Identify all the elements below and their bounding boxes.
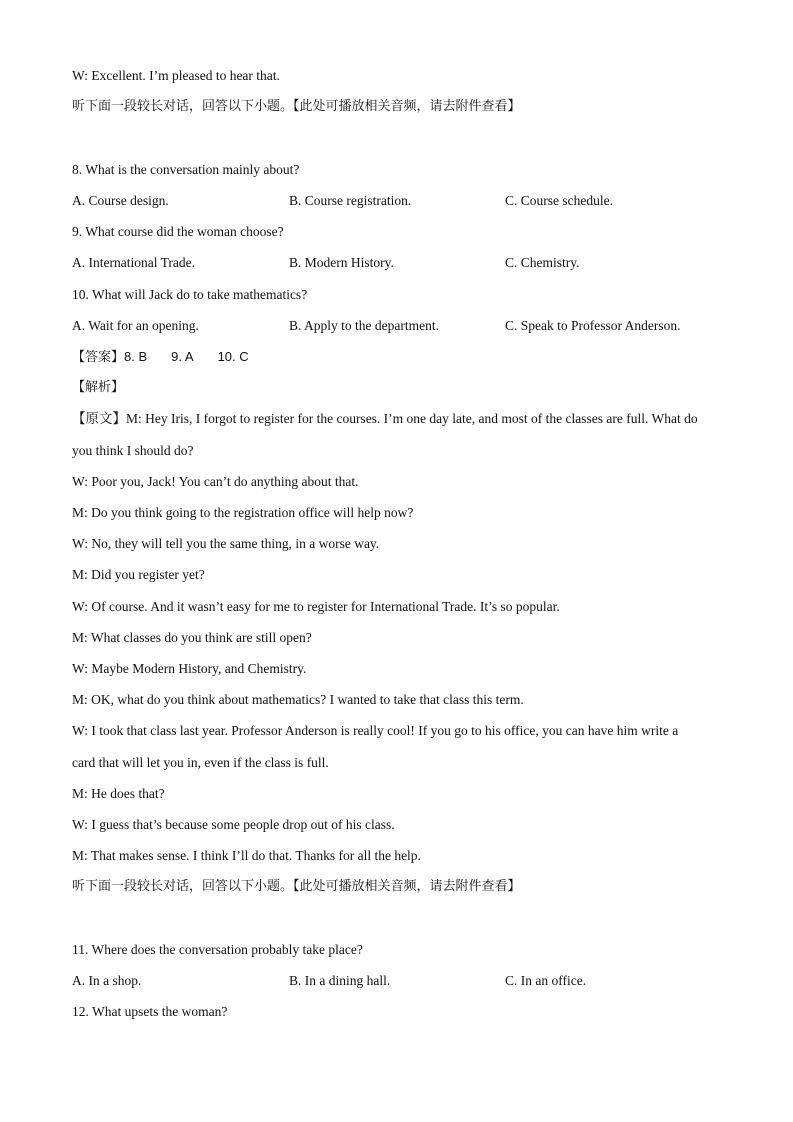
transcript-line: M: What classes do you think are still open? [72,630,312,645]
transcript-line: M: OK, what do you think about mathematics? I wanted to take that class this term. [72,692,524,707]
transcript-line: M: That makes sense. I think I’ll do that. Thanks for all the help. [72,848,421,863]
transcript-line: W: Of course. And it wasn’t easy for me to register for International Trade. It’s so popular. [72,599,560,614]
option-11c: C. In an office. [505,973,587,988]
transcript-line: M: Do you think going to the registration office will help now? [72,505,414,520]
section-instruction: 听下面一段较长对话，回答以下小题。【此处可播放相关音频，请去附件查看】 [72,879,521,894]
option-8a: A. Course design. [72,193,169,208]
question-10: 10. What will Jack do to take mathematics? [72,287,308,302]
answer-row [72,348,249,367]
transcript-line: W: I guess that’s because some people drop out of his class. [72,817,395,832]
option-9a: A. International Trade. [72,255,195,270]
transcript-line: M: He does that? [72,786,165,801]
transcript-line: W: Maybe Modern History, and Chemistry. [72,661,307,676]
transcript-line: card that will let you in, even if the class is full. [72,755,329,770]
option-10b: B. Apply to the department. [289,318,439,333]
answer-10: 10. C [217,349,249,364]
option-11a: A. In a shop. [72,973,142,988]
transcript-line: 【原文】M: Hey Iris, I forgot to register for the courses. I’m one day late, and most of the classes are full. What do [72,411,698,426]
question-9: 9. What course did the woman choose? [72,224,284,239]
option-8c: C. Course schedule. [505,193,613,208]
answer-8: 8. B [124,349,148,364]
option-10c: C. Speak to Professor Anderson. [505,318,681,333]
option-8b: B. Course registration. [289,193,412,208]
question-12: 12. What upsets the woman? [72,1004,228,1019]
analysis-label: 【解析】 [72,380,125,395]
option-9b: B. Modern History. [289,255,394,270]
transcript-line: W: No, they will tell you the same thing, in a worse way. [72,536,380,551]
answer-9: 9. A [171,349,194,364]
section-instruction: 听下面一段较长对话，回答以下小题。【此处可播放相关音频，请去附件查看】 [72,99,521,114]
option-10a: A. Wait for an opening. [72,318,199,333]
question-8: 8. What is the conversation mainly about? [72,162,300,177]
answer-label: 【答案】 [72,350,125,365]
question-11: 11. Where does the conversation probably take place? [72,942,363,957]
dialogue-line: W: Excellent. I’m pleased to hear that. [72,68,280,83]
transcript-line: you think I should do? [72,443,194,458]
option-9c: C. Chemistry. [505,255,580,270]
transcript-line: M: Did you register yet? [72,567,205,582]
option-11b: B. In a dining hall. [289,973,391,988]
transcript-line: W: Poor you, Jack! You can’t do anything about that. [72,474,359,489]
transcript-line: W: I took that class last year. Professor Anderson is really cool! If you go to his office, you can have him write a [72,723,679,738]
